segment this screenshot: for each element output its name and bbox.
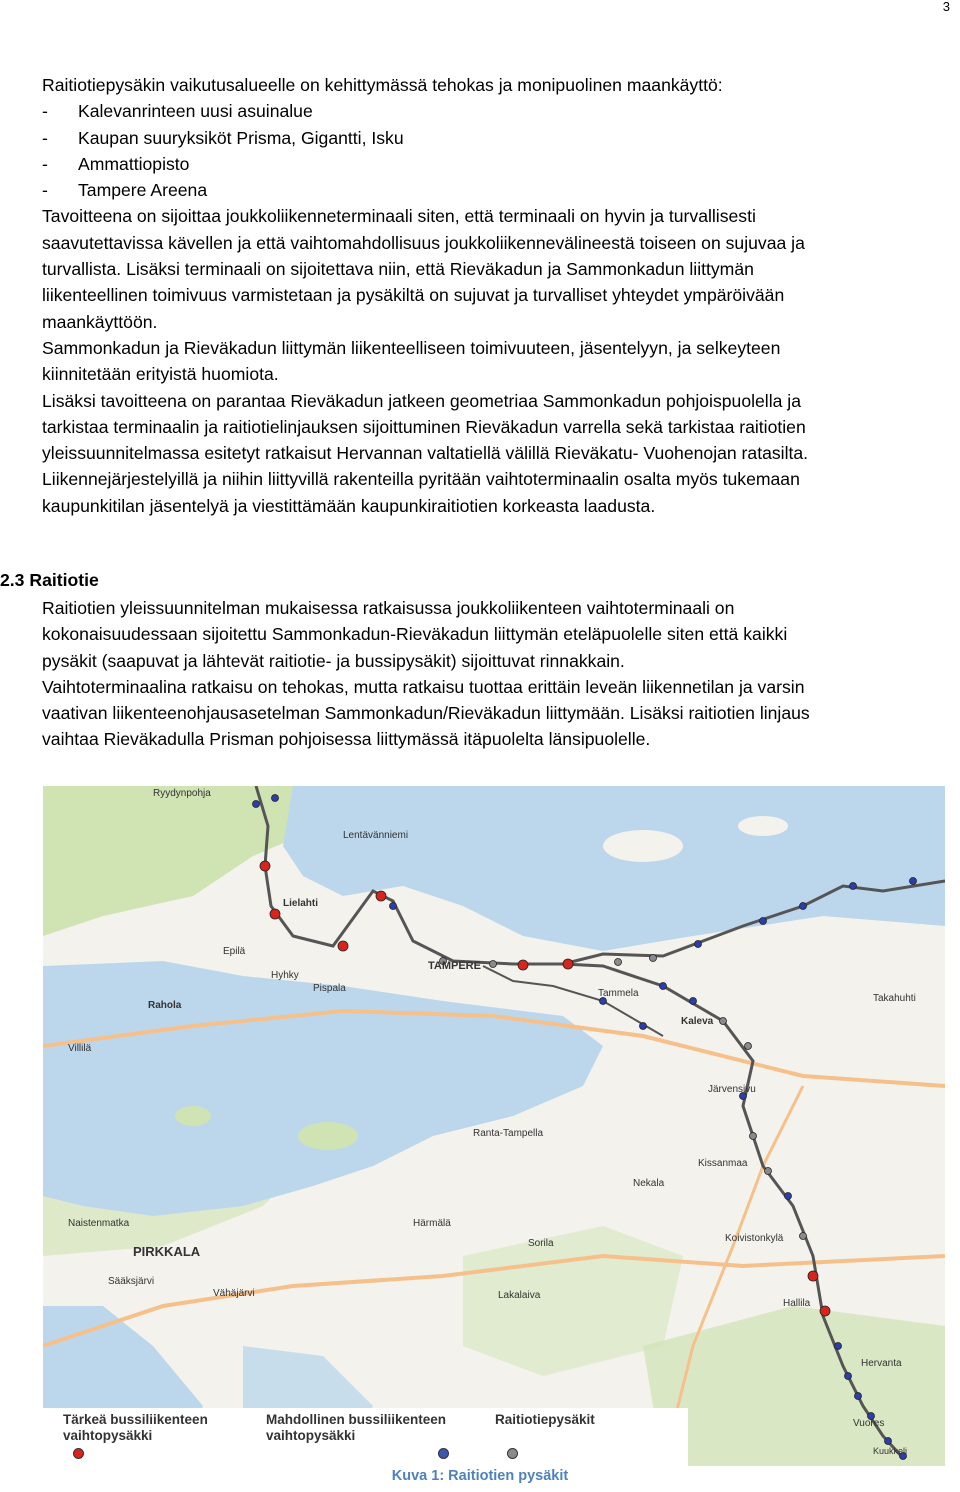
tram-stop-marker xyxy=(745,1043,752,1050)
tram-stop-marker xyxy=(615,959,622,966)
place-label: Rahola xyxy=(148,1000,182,1011)
paragraph-line: vaihtaa Rieväkadulla Prisman pohjoisessa liittymässä itäpuolelta länsipuolelle. xyxy=(42,729,651,750)
map-legend xyxy=(43,1408,688,1468)
place-label: Järvensivu xyxy=(708,1084,756,1095)
paragraph-line: Vaihtoterminaalina ratkaisu on tehokas, mutta ratkaisu tuottaa erittäin leveän liikennetilan ja varsin xyxy=(42,676,805,697)
red-stop-dot-icon xyxy=(73,1448,84,1459)
map-island xyxy=(603,830,683,862)
map-island xyxy=(738,816,788,836)
place-label: Epilä xyxy=(223,946,246,957)
tram-stop-marker xyxy=(750,1133,757,1140)
tram-stop-marker xyxy=(850,883,857,890)
place-label: Sääksjärvi xyxy=(108,1276,155,1287)
paragraph-line: Lisäksi tavoitteena on parantaa Rieväkadun jatkeen geometriaa Sammonkadun pohjoispuolella ja xyxy=(42,390,801,411)
place-label: Kaleva xyxy=(681,1016,714,1027)
tram-stop-marker xyxy=(270,909,280,919)
tram-stop-marker xyxy=(820,1306,830,1316)
paragraph-line: kaupunkitilan jäsentelyä ja viestittämään kaupunkiraitiotien korkeasta laadusta. xyxy=(42,495,656,516)
tram-stop-marker xyxy=(640,1023,647,1030)
tram-stop-marker xyxy=(272,795,279,802)
map-island xyxy=(175,1106,211,1126)
page-number: 3 xyxy=(942,0,950,14)
paragraph-line: pysäkit (saapuvat ja lähtevät raitiotie- ja bussipysäkit) sijoittuvat rinnakkain. xyxy=(42,650,625,671)
place-label: Vuores xyxy=(853,1418,885,1429)
paragraph-line: kiinnitetään erityistä huomiota. xyxy=(42,364,279,385)
paragraph-line: tarkistaa terminaalin ja raitiotielinjauksen sijoittuminen Rieväkadun varrella sekä tarkistaa raitiotien xyxy=(42,416,806,437)
tram-stop-marker xyxy=(660,983,667,990)
tram-stop-marker xyxy=(390,903,397,910)
legend-item-tram-stops: Raitiotiepysäkit xyxy=(495,1412,595,1428)
place-label: Hervanta xyxy=(861,1358,902,1369)
section-number: 2.3 xyxy=(0,570,25,590)
tram-stop-marker xyxy=(760,918,767,925)
paragraph-line: Raitiotien yleissuunnitelman mukaisessa ratkaisussa joukkoliikenteen vaihtoterminaali on xyxy=(42,598,735,618)
blue-stop-dot-icon xyxy=(438,1448,449,1459)
place-label: Villilä xyxy=(68,1043,92,1054)
paragraph-line: Sammonkadun ja Rieväkadun liittymän liikenteelliseen toimivuuteen, jäsentelyyn, ja selkeyteen xyxy=(42,337,781,358)
paragraph-line: maankäyttöön. xyxy=(42,311,158,332)
map-island xyxy=(298,1122,358,1150)
map-canvas xyxy=(43,786,945,1466)
paragraph-line: Tavoitteena on sijoittaa joukkoliikenneterminaali siten, että terminaali on hyvin ja turvallisesti xyxy=(42,206,756,227)
place-label: Lakalaiva xyxy=(498,1290,541,1301)
tram-stop-marker xyxy=(260,861,270,871)
place-label: TAMPERE xyxy=(428,960,481,972)
tram-stop-marker xyxy=(855,1393,862,1400)
place-label: Koivistonkylä xyxy=(725,1233,784,1244)
place-label: Hyhky xyxy=(271,970,299,981)
section-title: Raitiotie xyxy=(29,570,99,590)
paragraph-line: liikenteellinen toimivuus varmistetaan ja pysäkiltä on sujuvat ja turvalliset yhteydet ympäröivään xyxy=(42,285,785,306)
tram-stop-marker xyxy=(785,1193,792,1200)
place-label: Nekala xyxy=(633,1178,665,1189)
place-label: Takahuhti xyxy=(873,993,916,1004)
tram-stop-marker xyxy=(885,1438,892,1445)
place-label: Naistenmatka xyxy=(68,1218,130,1229)
place-label: Tammela xyxy=(598,988,639,999)
place-label: Sorila xyxy=(528,1238,554,1249)
list-item: - Kalevanrinteen uusi asuinalue xyxy=(42,101,313,122)
place-label: Lielahti xyxy=(283,898,319,909)
place-label: Kuukkeli xyxy=(873,1446,908,1456)
tram-stop-marker xyxy=(800,1233,807,1240)
tram-stop-marker xyxy=(518,960,528,970)
paragraph-line: vaativan liikenteenohjausasetelman Sammonkadun/Rieväkadun liittymään. Lisäksi raitiotien linjaus xyxy=(42,703,810,724)
tram-stop-marker xyxy=(490,961,497,968)
place-label: Vähäjärvi xyxy=(213,1288,255,1299)
list-item: - Kaupan suuryksiköt Prisma, Gigantti, Isku xyxy=(42,127,404,148)
place-label: PIRKKALA xyxy=(133,1244,201,1259)
section-heading xyxy=(0,568,99,592)
paragraph-line: saavutettavissa kävellen ja että vaihtomahdollisuus joukkoliikennevälineestä toiseen on sujuvaa ja xyxy=(42,232,805,253)
tram-stop-marker xyxy=(376,891,386,901)
tram-stop-marker xyxy=(845,1373,852,1380)
figure-caption: Kuva 1: Raitiotien pysäkit xyxy=(391,1468,569,1484)
tram-stop-marker xyxy=(910,878,917,885)
paragraph-line: yleissuunnitelmassa esitetyt ratkaisut Hervannan valtatiellä välillä Rieväkatu- Vuohenojan ratasilta. xyxy=(42,443,809,464)
tram-stop-marker xyxy=(563,959,573,969)
place-label: Härmälä xyxy=(413,1218,451,1229)
list-item: - Ammattiopisto xyxy=(42,153,190,174)
place-label: Lentävänniemi xyxy=(343,830,409,841)
grey-stop-dot-icon xyxy=(507,1448,518,1459)
paragraph-line: Raitiotiepysäkin vaikutusalueelle on kehittymässä tehokas ja monipuolinen maankäyttö: xyxy=(42,75,723,95)
tram-stop-marker xyxy=(808,1271,818,1281)
paragraph-line: kokonaisuudessaan sijoitettu Sammonkadun-Rieväkadun liittymän eteläpuolelle siten että kaikki xyxy=(42,624,788,645)
tram-stop-marker xyxy=(835,1343,842,1350)
legend-item-important-stop: Tärkeä bussiliikenteen vaihtopysäkki xyxy=(63,1412,208,1444)
tram-stop-marker xyxy=(650,955,657,962)
tram-stop-marker xyxy=(695,941,702,948)
place-label: Ryydynpohja xyxy=(153,788,211,799)
place-label: Pispala xyxy=(313,983,346,994)
tram-stop-marker xyxy=(720,1018,727,1025)
tram-stop-marker xyxy=(690,998,697,1005)
section-paragraph xyxy=(42,595,942,753)
paragraph-line: turvallista. Lisäksi terminaali on sijoitettava niin, että Rieväkadun ja Sammonkadun liittymän xyxy=(42,259,754,280)
place-label: Ranta-Tampella xyxy=(473,1128,544,1139)
legend-item-possible-stop: Mahdollinen bussiliikenteen vaihtopysäkki xyxy=(266,1412,446,1444)
tram-stop-marker xyxy=(765,1168,772,1175)
tram-stop-marker xyxy=(253,801,260,808)
intro-paragraph xyxy=(42,72,942,519)
place-label: Kissanmaa xyxy=(698,1158,748,1169)
tram-stop-marker xyxy=(338,941,348,951)
tram-stops-map xyxy=(43,786,945,1466)
place-label: Hallila xyxy=(783,1298,811,1309)
tram-stop-marker xyxy=(800,903,807,910)
paragraph-line: Liikennejärjestelyillä ja niihin liittyvillä rakenteilla pyritään vaihtoterminaalin osalta myös tukemaan xyxy=(42,469,800,490)
list-item: - Tampere Areena xyxy=(42,180,208,201)
